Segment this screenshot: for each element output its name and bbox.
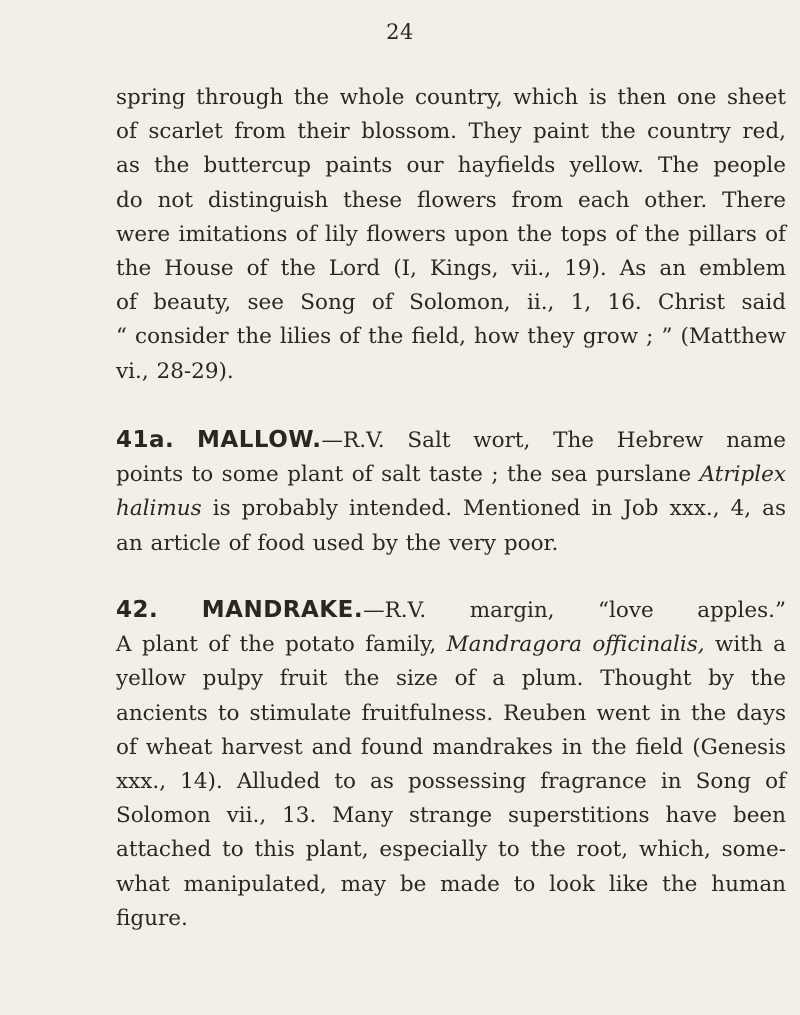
text-line: do not distinguish these flowers from each other. There: [116, 187, 786, 213]
text-line: of scarlet from their blossom. They paint the country red,: [116, 119, 786, 145]
text-line: Solomon vii., 13. Many strange superstitions have been: [116, 803, 786, 829]
text-line: attached to this plant, especially to the root, which, some-: [116, 837, 786, 863]
text-line: spring through the whole country, which is then one sheet: [116, 85, 786, 110]
entry-text: with a: [704, 632, 786, 658]
entry-text: —R.V. margin, “love apples.”: [363, 598, 786, 623]
entry-title: MANDRAKE.: [201, 597, 364, 623]
text-line: yellow pulpy fruit the size of a plum. Thought by the: [116, 666, 786, 692]
latin-name: halimus: [116, 496, 202, 522]
text-line: xxx., 14). Alluded to as possessing fragrance in Song of: [116, 769, 786, 795]
entry-number: 42.: [116, 597, 159, 623]
text-line: vi., 28-29).: [116, 358, 234, 384]
entry-mallow: [116, 423, 786, 561]
text-line: were imitations of lily flowers upon the tops of the pillars of: [116, 221, 786, 247]
text-line: ancients to stimulate fruitfulness. Reuben went in the days: [116, 700, 786, 726]
page-number: 24: [386, 20, 414, 44]
text-line: [116, 492, 786, 526]
entry-mandrake: [116, 593, 786, 936]
entry-text: —R.V. Salt wort, The Hebrew name: [321, 428, 786, 453]
entry-text: points to some plant of salt taste ; the sea purslane: [116, 462, 700, 488]
entry-number: 41a.: [116, 427, 175, 453]
text-line: the House of the Lord (I, Kings, vii., 19). As an emblem: [116, 256, 786, 282]
latin-name: Mandragora officinalis,: [446, 632, 705, 658]
text-line: an article of food used by the very poor.: [116, 530, 559, 556]
text-line: [116, 458, 786, 492]
entry-heading-line: [116, 423, 786, 458]
text-line: of wheat harvest and found mandrakes in the field (Genesis: [116, 734, 786, 760]
paragraph-lilies: [116, 81, 786, 389]
text-line: [116, 628, 786, 662]
text-line: “ consider the lilies of the field, how they grow ; ” (Matthew: [116, 324, 786, 350]
entry-title: MALLOW.: [197, 427, 322, 453]
text-line: of beauty, see Song of Solomon, ii., 1, 16. Christ said: [116, 290, 786, 316]
text-line: as the buttercup paints our hayfields yellow. The people: [116, 153, 786, 179]
text-line: figure.: [116, 905, 188, 931]
entry-text: is probably intended. Mentioned in Job xxx., 4, as: [201, 496, 786, 522]
entry-text: A plant of the potato family,: [116, 632, 447, 658]
text-line: what manipulated, may be made to look like the human: [116, 871, 786, 897]
entry-heading-line: [116, 593, 786, 628]
latin-name: Atriplex: [699, 462, 786, 488]
